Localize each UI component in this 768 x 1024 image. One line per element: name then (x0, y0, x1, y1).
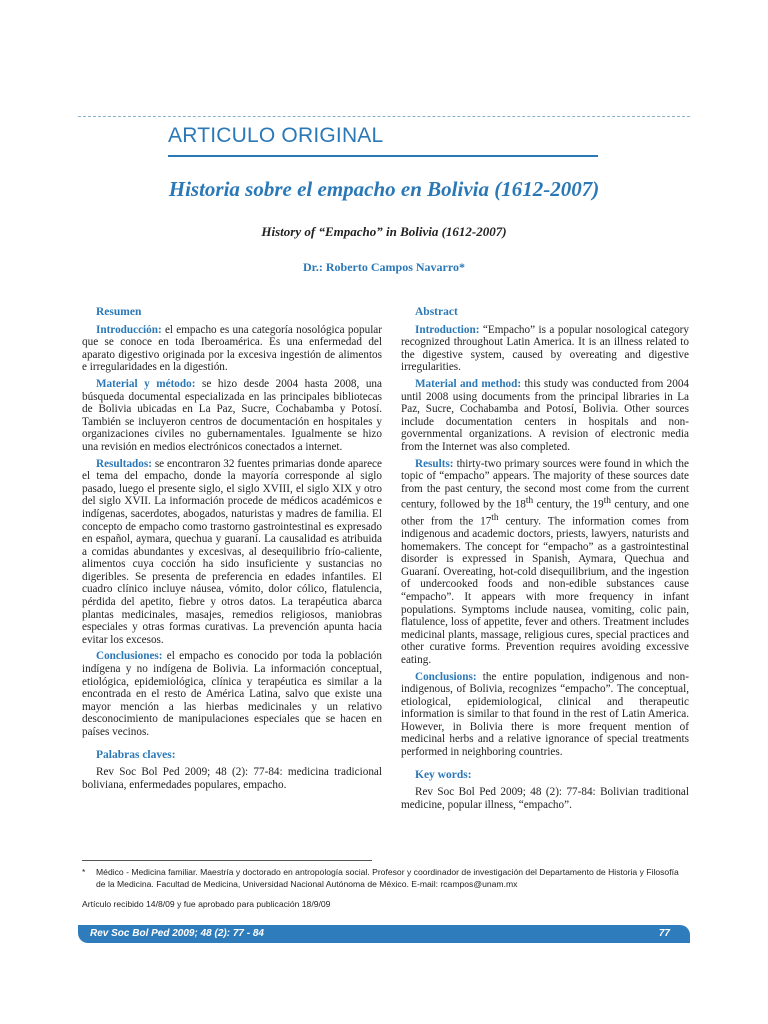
abstract-keywords-heading: Key words: (415, 768, 472, 781)
footnote-rule (82, 860, 372, 861)
abstract-method-label: Material and method: (415, 377, 522, 390)
abstract-results-text-d: century. The information comes from indigenous and academic doctors, priests, lawyers, naturists and homemakers. The concept for “empacho” as a gastrointestinal disorder is expressed in Spanish, Aymara, Quechua and Guaraní. Overeating, hot-cold disequilibrium, and the ingestion of undercooked foods and non-edible substances cause “empacho”. It appears with more frequency in infant populations. Symptoms include nausea, vomiting, colic pain, flatulence, loss of appetite, fever and others. Treatment includes medicinal plants, massage, religious cures, special practices and other curative forms. Prevention requires avoiding excessive eating. (401, 515, 690, 666)
abstract-conclusions (401, 671, 689, 759)
received-date: Artículo recibido 14/8/09 y fue aprobado para publicación 18/9/09 (82, 899, 331, 909)
abstract-introduction (401, 324, 689, 374)
resumen-conclusions-label: Conclusiones: (96, 650, 163, 663)
top-dashed-rule (78, 116, 690, 117)
resumen-introduction (82, 324, 382, 374)
abstract-column (401, 306, 689, 815)
abstract-results-text-a: thirty-two primary sources were found in which the topic of “empacho” appears. The majority of these sources date from the past century, the second most come from the current century, followed by the 18 (401, 457, 689, 512)
abstract-keywords: Rev Soc Bol Ped 2009; 48 (2): 77-84: Bolivian traditional medicine, popular illness, “empacho”. (401, 786, 689, 811)
resumen-results-label: Resultados: (96, 457, 152, 470)
section-underline (168, 155, 598, 157)
abstract-results (401, 458, 689, 667)
superscript-th: th (491, 512, 499, 523)
resumen-results-text: se encontraron 32 fuentes primarias donde aparece el tema del empacho, donde la mayoría corresponde al siglo pasado, luego el presente siglo, el siglo XVIII, el siglo XIX y otro del siglo XVII. La información procede de médicos académicos e indígenas, sacerdotes, abogados, naturistas y madres de familia. El concepto de empacho como trastorno gastrointestinal es expresado en español, aymara, quechua y guaraní. La causalidad es atribuida a comidas abundantes y excesivas, al desequilibrio frío-caliente, alimentos cuya cocción ha sido insuficiente y sustancias no digeribles. Se presenta de preferencia en edades infantiles. El cuadro clínico incluye náusea, vómito, dolor cólico, flatulencia, pérdida del apetito, fiebre y otros datos. La terapéutica abarca plantas medicinales, masajes, remedios religiosos, maniobras especiales y otras formas curativas. La prevención apunta hacia evitar los excesos. (82, 457, 382, 646)
footnote-text: Médico - Medicina familiar. Maestría y doctorado en antropología social. Profesor y coordinador de investigación del Departamento de Historia y Filosofía de la Medicina. Facultad de Medicina, Universidad Nacional Autónoma de México. E-mail: rcampos@unam.mx (96, 867, 679, 889)
author: Dr.: Roberto Campos Navarro* (303, 260, 465, 274)
superscript-th: th (525, 496, 534, 507)
resumen-method (82, 378, 382, 454)
abstract-intro-text: “Empacho” is a popular nosological category recognized throughout Latin America. It is an illness related to the digestive system, caused by overeating and digestive irregularities. (401, 323, 689, 374)
superscript-th: th (603, 496, 611, 507)
resumen-method-text: se hizo desde 2004 hasta 2008, una búsqueda documental especializada en las principales bibliotecas de Bolivia ubicadas en La Paz, Sucre, Cochabamba y Potosí. También se incluyeron centros de documentación en hospitales y organizaciones civiles no gubernamentales. Igualmente se hizo una revisión en medios electrónicos conectados a internet. (82, 377, 382, 453)
resumen-method-label: Material y método: (96, 377, 196, 390)
resumen-column (82, 306, 382, 795)
journal-citation: Rev Soc Bol Ped 2009; 48 (2): 77 - 84 (90, 928, 264, 939)
resumen-intro-label: Introducción: (96, 323, 162, 336)
resumen-intro-text: el empacho es una categoría nosológica popular que se conoce en toda Iberoamérica. Es una enfermedad del aparato digestivo originada por la excesiva ingestión de alimentos e irregularidades en la digestión. (82, 323, 382, 374)
abstract-results-text-b: century, the 19 (533, 499, 604, 512)
resumen-results (82, 458, 382, 647)
article-title-english: History of “Empacho” in Bolivia (1612-2007) (261, 224, 507, 239)
footnote-marker: * (82, 867, 86, 877)
abstract-method (401, 378, 689, 454)
abstract-results-label: Results: (415, 457, 454, 470)
footnote (82, 867, 690, 890)
abstract-conclusions-text: the entire population, indigenous and non-indigenous, of Bolivia, recognizes “empacho”. The conceptual, etiological, epidemiological, clinical and therapeutic information is similar to that found in the rest of Latin America. However, in Bolivia there is more frequent mention of medicinal herbs and a relative ignorance of special treatments performed in neighboring countries. (401, 670, 689, 759)
resumen-keywords: Rev Soc Bol Ped 2009; 48 (2): 77-84: medicina tradicional boliviana, enfermedades populares, empacho. (82, 766, 382, 791)
article-title: Historia sobre el empacho en Bolivia (1612-2007) (168, 177, 600, 201)
resumen-conclusions (82, 650, 382, 738)
abstract-results-text-c: century, and one other from the 17 (401, 499, 689, 528)
resumen-keywords-heading: Palabras claves: (96, 748, 176, 761)
abstract-method-text: this study was conducted from 2004 until 2008 using documents from the principal libraries in La Paz, Sucre, Cochabamba and Potosí, Bolivia. Other sources include documentation centers in hospitals and non-governmental organizations. A revision of electronic media from the Internet was also completed. (401, 377, 690, 453)
resumen-heading: Resumen (96, 306, 142, 318)
abstract-intro-label: Introduction: (415, 323, 480, 336)
footer-bar (78, 925, 690, 943)
page-number: 77 (658, 928, 670, 939)
section-label: ARTICULO ORIGINAL (168, 124, 384, 147)
abstract-heading: Abstract (415, 306, 458, 318)
resumen-conclusions-text: el empacho es conocido por toda la población indígena y no indígena de Bolivia. La información conceptual, etiológica, epidemiológica, clínica y terapéutica es similar a la encontrada en el resto de América Latina, salvo que existe una mayor mención a las hierbas medicinales y un relativo desconocimiento de manipulaciones especiales que se hacen en países vecinos. (82, 650, 382, 738)
abstract-conclusions-label: Conclusions: (415, 670, 477, 683)
